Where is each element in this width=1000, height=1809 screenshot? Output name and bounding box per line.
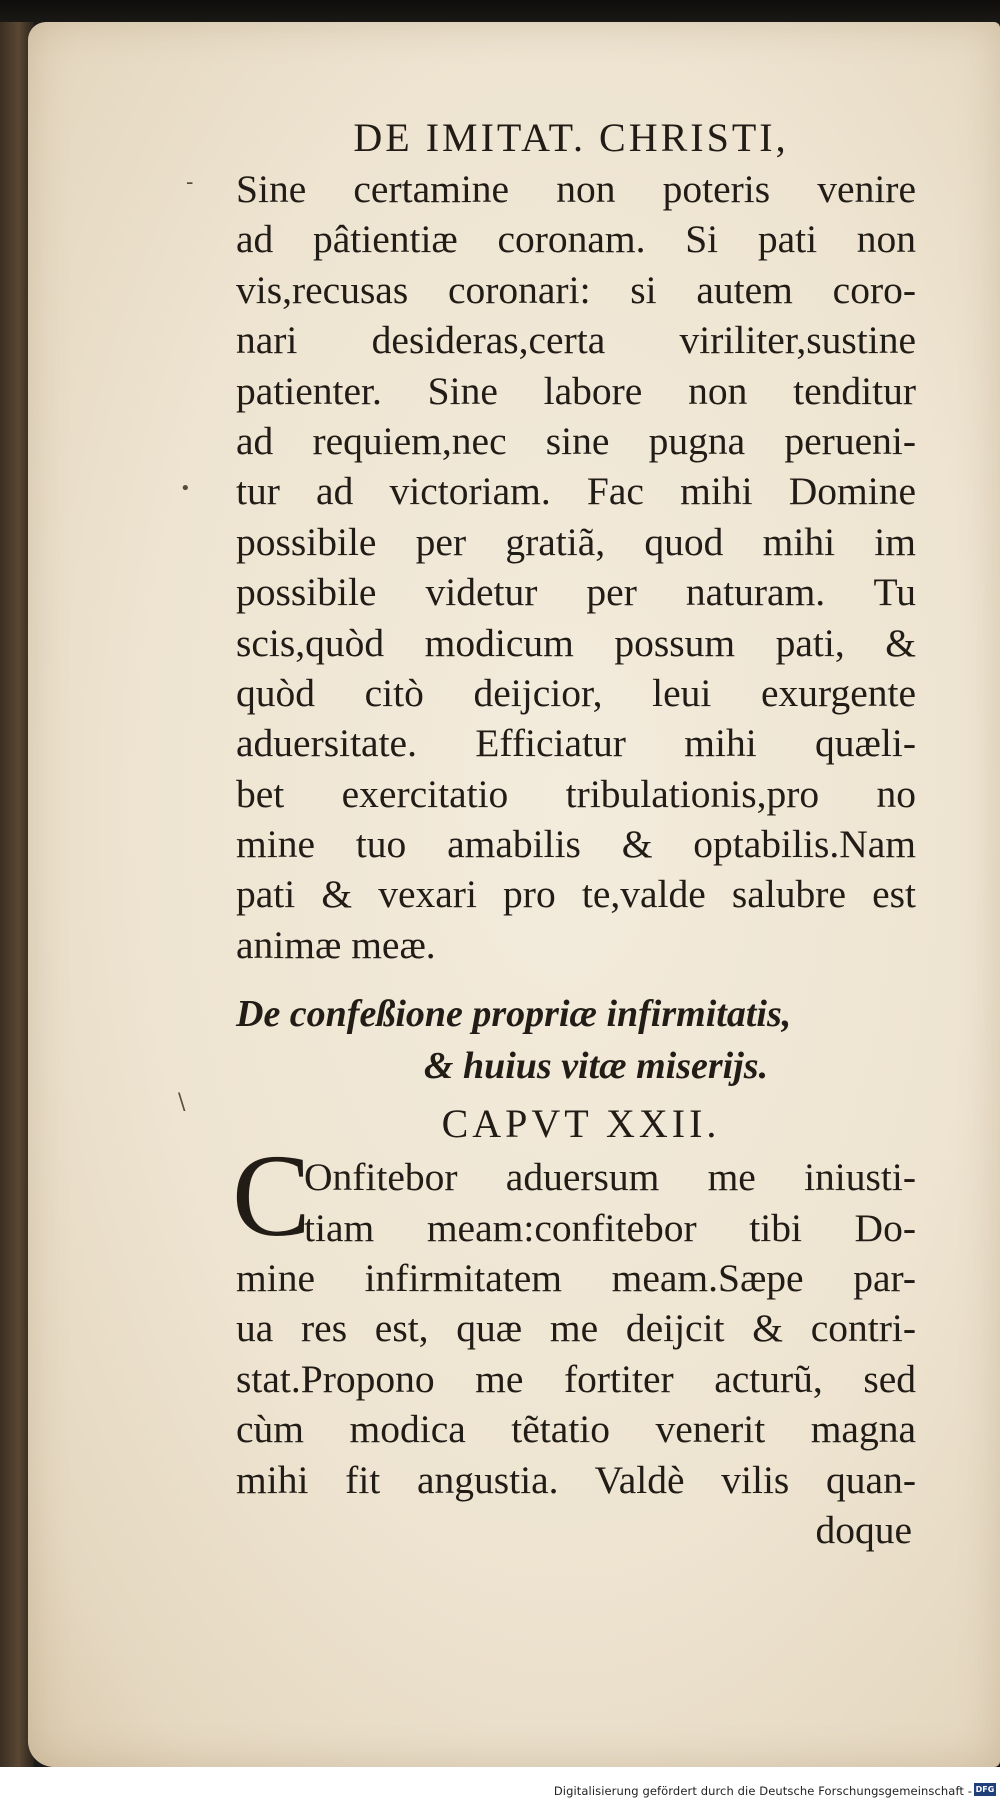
text-line: patienter. Sine labore non tenditur <box>236 368 916 413</box>
text-line: nari desideras,certa viriliter,sustine <box>236 318 916 363</box>
chapter-title-line-1: De confeßione propriæ infirmitatis, <box>236 993 792 1036</box>
catchword: doque <box>815 1507 912 1552</box>
text-line: mine tuo amabilis & optabilis.Nam <box>236 822 916 867</box>
margin-dash-mark: - <box>186 170 194 195</box>
dfg-logo-icon: DFG <box>975 1785 995 1794</box>
digitization-credit: Digitalisierung gefördert durch die Deutsche Forschungsgemeinschaft - <box>553 1784 972 1798</box>
text-line: pati & vexari pro te,valde salubre est <box>236 872 916 917</box>
text-line: ad pâtientiæ coronam. Si pati non <box>236 217 916 262</box>
text-line: cùm modica tẽtatio venerit magna <box>236 1407 916 1452</box>
text-line: aduersitate. Efficiatur mihi quæli- <box>236 721 916 766</box>
margin-stroke-mark: \ <box>178 1090 186 1115</box>
body-paragraph <box>236 164 916 970</box>
text-line: mine infirmitatem meam.Sæpe par- <box>236 1256 916 1301</box>
page-text <box>232 112 916 1555</box>
running-head: DE IMITAT. CHRISTI, <box>353 115 789 160</box>
text-line: Sine certamine non poteris venire <box>236 167 916 211</box>
drop-cap: C <box>232 1130 311 1262</box>
text-line: possibile videtur per naturam. Tu <box>236 570 916 615</box>
text-line: Onfitebor aduersum me iniusti- <box>304 1155 916 1200</box>
text-line: possibile per gratiã, quod mihi im <box>236 519 916 564</box>
chapter-paragraph <box>232 1130 916 1505</box>
text-line: vis,recusas coronari: si autem coro- <box>236 267 916 312</box>
margin-dot-mark: • <box>180 478 191 499</box>
text-line: animæ meæ. <box>236 922 436 967</box>
text-line: ua res est, quæ me deijcit & contri- <box>236 1306 916 1351</box>
chapter-title-line-2: & huius vitæ miserijs. <box>423 1045 769 1088</box>
text-line: scis,quòd modicum possum pati, & <box>236 620 916 665</box>
text-line: tur ad victoriam. Fac mihi Domine <box>236 469 916 514</box>
text-line: ad requiem,nec sine pugna perueni- <box>236 418 916 463</box>
chapter-number: CAPVT XXII. <box>441 1101 721 1147</box>
text-line: tiam meam:confitebor tibi Do- <box>304 1205 916 1250</box>
text-line: quòd citò deijcior, leui exurgente <box>236 670 916 715</box>
text-line: bet exercitatio tribulationis,pro no <box>236 771 916 816</box>
text-line: mihi fit angustia. Valdè vilis quan- <box>236 1457 916 1502</box>
text-line: stat.Propono me fortiter acturũ, sed <box>236 1356 916 1401</box>
scan-top-edge <box>0 0 1000 22</box>
